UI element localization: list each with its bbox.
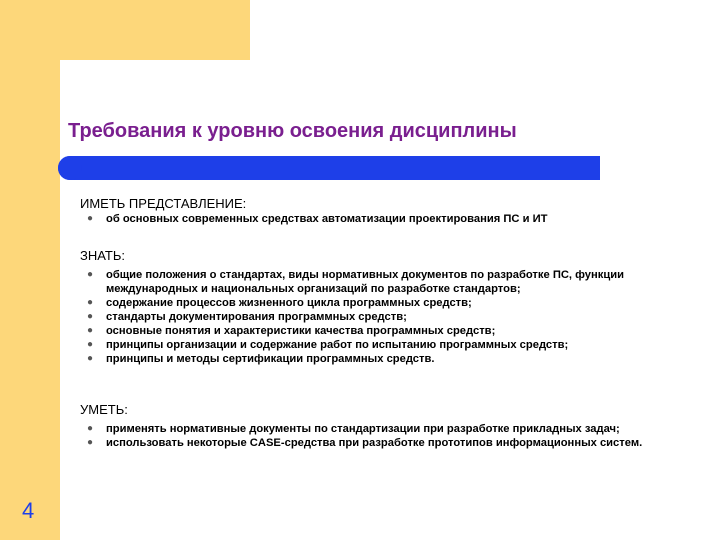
list-item	[80, 212, 696, 226]
list-item-text: об основных современных средствах автоматизации проектирования ПС и ИТ	[106, 213, 548, 225]
bullet-icon: ●	[87, 353, 94, 364]
list-item-text: применять нормативные документы по стандартизации при разработке прикладных задач;	[106, 423, 620, 435]
section-heading-be-able: УМЕТЬ:	[80, 402, 128, 417]
page-number: 4	[22, 498, 35, 523]
corner-curve-decoration	[60, 60, 120, 120]
list-item	[80, 310, 696, 324]
list-item-text: содержание процессов жизненного цикла программных средств;	[106, 297, 472, 309]
bullet-icon: ●	[87, 325, 94, 336]
bullet-icon: ●	[87, 423, 94, 434]
bullet-icon: ●	[87, 437, 94, 448]
list-item-text: стандарты документирования программных средств;	[106, 311, 407, 323]
corner-decoration	[60, 0, 250, 60]
section-heading-have-idea: ИМЕТЬ ПРЕДСТАВЛЕНИЕ:	[80, 196, 247, 211]
slide-title: Требования к уровню освоения дисциплины	[68, 120, 517, 142]
list-item-text: принципы организации и содержание работ по испытанию программных средств;	[106, 339, 569, 351]
title-underline-bar	[58, 156, 600, 180]
list-item	[80, 352, 696, 366]
bullet-list-be-able	[80, 422, 696, 450]
bullet-icon: ●	[87, 297, 94, 308]
bullet-icon: ●	[87, 269, 94, 280]
list-item-text: общие положения о стандартах, виды нормативных документов по разработке ПС, функции международных и национальных организаций по разработке стандартов;	[106, 269, 625, 295]
list-item-text: использовать некоторые CASE-средства при разработке прототипов информационных систем.	[106, 437, 643, 449]
bullet-icon: ●	[87, 213, 94, 224]
list-item	[80, 296, 696, 310]
bullet-list-know	[80, 268, 696, 366]
list-item	[80, 324, 696, 338]
title-bar-cap	[58, 156, 82, 180]
list-item-text: принципы и методы сертификации программных средств.	[106, 353, 435, 365]
list-item-text: основные понятия и характеристики качества программных средств;	[106, 325, 496, 337]
list-item	[80, 422, 696, 436]
list-item	[80, 268, 696, 296]
section-heading-know: ЗНАТЬ:	[80, 248, 125, 263]
bullet-icon: ●	[87, 339, 94, 350]
list-item	[80, 338, 696, 352]
bullet-list-have-idea	[80, 212, 696, 226]
sidebar-decoration	[0, 0, 60, 540]
list-item	[80, 436, 696, 450]
bullet-icon: ●	[87, 311, 94, 322]
